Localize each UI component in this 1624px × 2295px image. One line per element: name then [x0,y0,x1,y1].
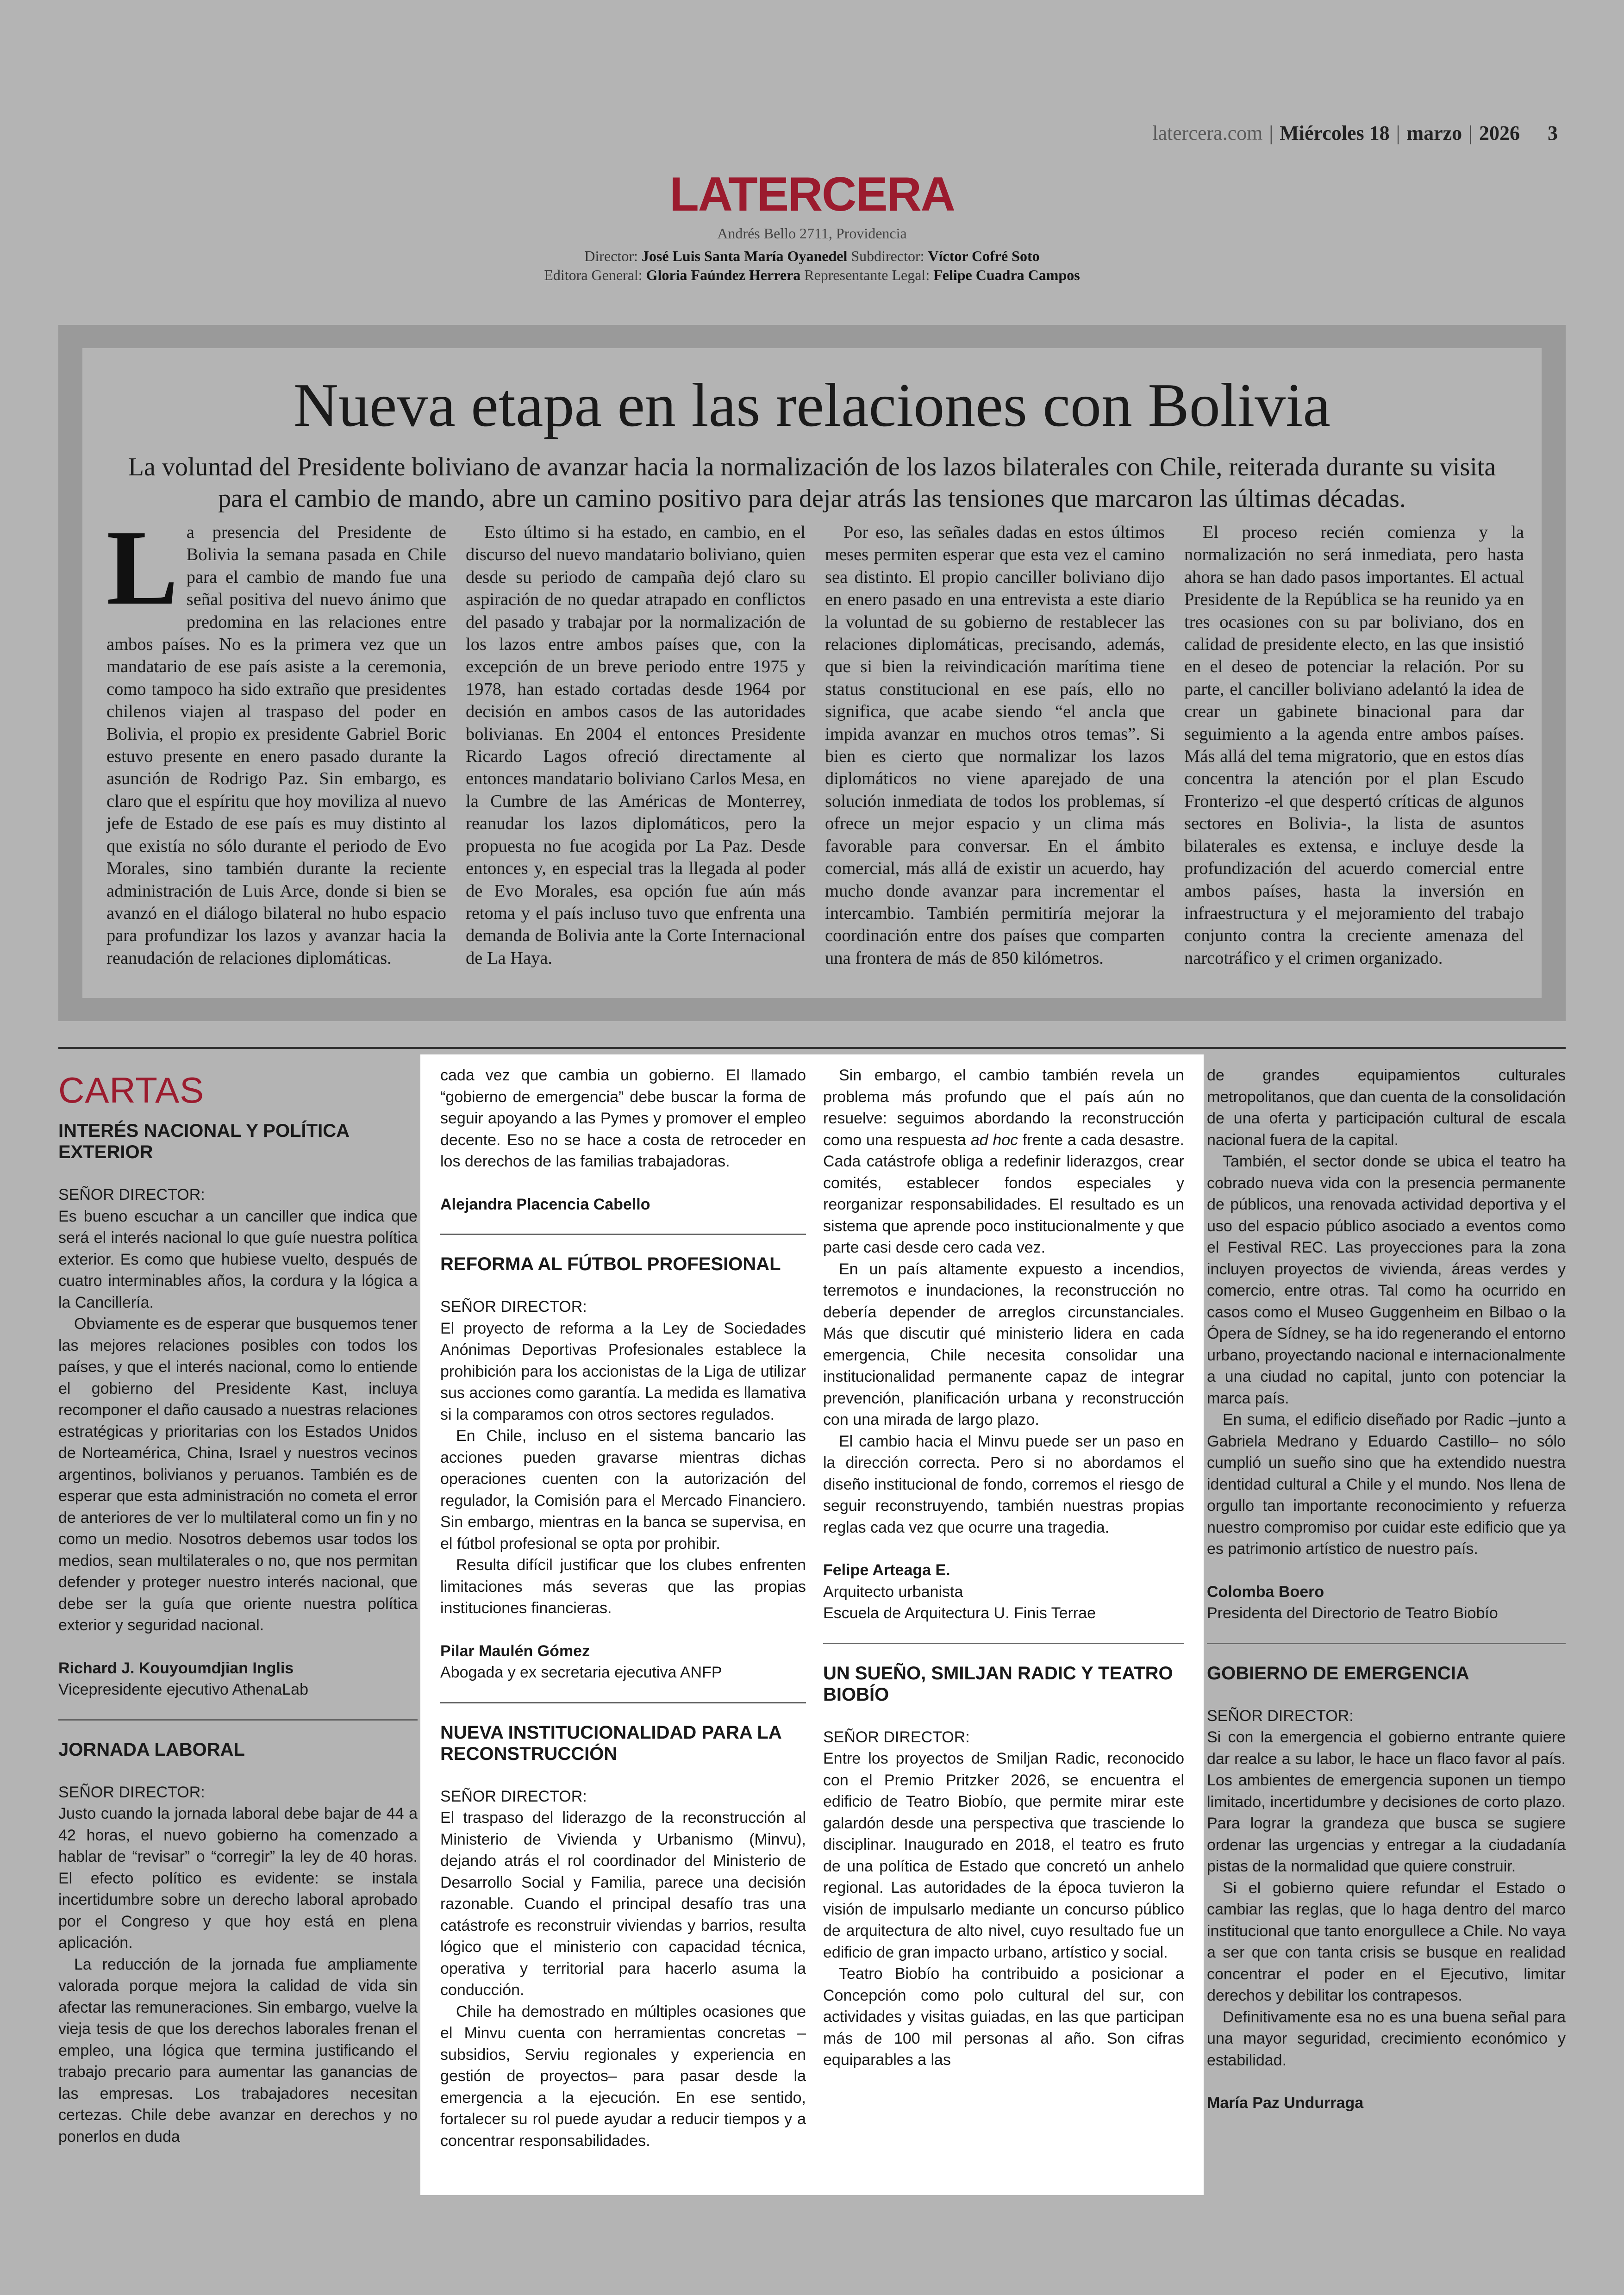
letter-divider [1207,1643,1566,1644]
letter-paragraph: En suma, el edificio diseñado por Radic –junto a Gabriela Medrano y Eduardo Castillo– no sólo cumplió un sueño sino que ha extendido nuestra identidad cultural a Chile y el mundo. Nos llena de orgullo tan importante reconocimiento y refuerza nuestro compromiso por cuidar este edificio que ya es patrimonio artístico de nuestro país. [1207,1411,1566,1558]
letter-paragraph: El traspaso del liderazgo de la reconstrucción al Ministerio de Vivienda y Urbanismo (Minvu), dejando atrás el rol coordinador del Ministerio de Desarrollo Social y Familia, parece una decisión razonable. Cuando el principal desafío tras una catástrofe es reconstruir viviendas y barrios, resulta lógico que el ministerio con capacidad técnica, operativa y territorial para hacerlo asuma la conducción. [440,1809,806,1999]
letter-signature: Alejandra Placencia Cabello [440,1195,650,1213]
folio-month: marzo [1406,122,1462,144]
letter-title: UN SUEÑO, SMILJAN RADIC Y TEATRO BIOBÍO [823,1663,1173,1705]
folio-year: 2026 [1479,122,1520,144]
masthead [0,167,1624,284]
letter-paragraph: Teatro Biobío ha contribuido a posicionar a Concepción como polo cultural del sur, con actividades y visitas guiadas, en las que participan más de 100 mil personas al año. Son cifras equiparables a las [823,1965,1184,2069]
letter-paragraph: Definitivamente esa no es una buena señal para una mayor seguridad, crecimiento económico y estabilidad. [1207,2008,1566,2069]
letters-section-title: CARTAS [58,1070,205,1110]
letter-paragraph: Entre los proyectos de Smiljan Radic, reconocido con el Premio Pritzker 2026, se encuentra el edificio de Teatro Biobío, que permite mirar este galardón desde una perspectiva que trasciende lo disciplinar. Inaugurado en 2018, el teatro es fruto de una política de Estado que concretó un anhelo regional. Las autoridades de la época tuvieron la visión de impulsarlo mediante un concurso público de arquitectura de alto nivel, cuyo resultado fue un edificio de gran impacto urbano, artístico y social. [823,1750,1184,1961]
letter-title: GOBIERNO DE EMERGENCIA [1207,1663,1469,1684]
letters-column-3 [823,1065,1184,2071]
letter-paragraph: cada vez que cambia un gobierno. El llamado “gobierno de emergencia” debe buscar la forma de seguir apoyando a las Pymes y promover el empleo decente. Eso no se hace a costa de retroceder en los derechos de las familias trabajadoras. [440,1066,806,1170]
letter-title: REFORMA AL FÚTBOL PROFESIONAL [440,1254,781,1274]
letter-divider [58,1719,418,1721]
letter-paragraph: Resulta difícil justificar que los clubes enfrenten limitaciones más severas que las propias instituciones financieras. [440,1556,806,1617]
folio-day: Miércoles 18 [1280,122,1390,144]
masthead-editors: Editora General: Gloria Faúndez Herrera Representante Legal: Felipe Cuadra Campos [544,267,1080,283]
letter-paragraph: En Chile, incluso en el sistema bancario las acciones pueden gravarse mientras dichas operaciones cuenten con la autorización del regulador, la Comisión para el Mercado Financiero. Sin embargo, mientras en la banca se supervisa, en el fútbol profesional se opta por prohibir. [440,1427,806,1553]
letter-title: JORNADA LABORAL [58,1739,245,1760]
dropcap: L [106,508,178,627]
masthead-address: Andrés Bello 2711, Providencia [717,225,907,242]
letter-signer-role: Arquitecto urbanista [823,1583,963,1601]
letter-paragraph: Es bueno escuchar a un canciller que indica que será el interés nacional lo que guíe nuestra política exterior. Es como que hubiese vuelto, después de cuatro interminables años, la cordura y la lógica a la Cancillería. [58,1207,418,1311]
page-number: 3 [1548,122,1558,144]
letter-salutation: SEÑOR DIRECTOR: [823,1728,970,1746]
letter-salutation: SEÑOR DIRECTOR: [440,1787,587,1805]
letter-salutation: SEÑOR DIRECTOR: [1207,1707,1354,1725]
editorial-lead: La voluntad del Presidente boliviano de avanzar hacia la normalización de los lazos bilaterales con Chile, reiterada durante su visita para el cambio de mando, abre un camino positivo para dejar atrás las tensiones que marcaron las últimas décadas. [128,453,1496,513]
letter-signature: Colomba Boero [1207,1583,1324,1601]
letter-signer-role: Abogada y ex secretaria ejecutiva ANFP [440,1664,722,1681]
letter-paragraph: Chile ha demostrado en múltiples ocasiones que el Minvu cuenta con herramientas concretas –subsidios, Serviu regionales y experiencia en gestión de proyectos– para pasar desde la emergencia a la ejecución. En ese sentido, fortalecer su rol puede ayudar a reducir tiempos y a concentrar responsabilidades. [440,2002,806,2150]
letter-signer-role: Presidenta del Directorio de Teatro Biobío [1207,1604,1498,1622]
letters-column-4 [1207,1065,1566,2114]
editorial-column-1: La presencia del Presidente de Bolivia la semana pasada en Chile para el cambio de mando fue una señal positiva del nuevo ánimo que predomina en las relaciones entre ambos países. No es la primera vez que un mandatario de ese país asiste a la ceremonia, como tampoco ha sido extraño que presidentes chilenos viajen al traspaso del poder en Bolivia, el propio ex presidente Gabriel Boric estuvo presente en enero pasado durante la asunción de Rodrigo Paz. Sin embargo, es claro que el espíritu que hoy moviliza al nuevo jefe de Estado de ese país es muy distinto al que existía no sólo durante el periodo de Evo Morales, sino también durante la reciente administración de Luis Arce, donde si bien se avanzó en el diálogo bilateral no hubo espacio para profundizar los lazos y avanzar hacia la reanudación de relaciones diplomáticas. [106,508,446,968]
letter-paragraph: El proyecto de reforma a la Ley de Sociedades Anónimas Deportivas Profesionales establece la prohibición para los accionistas de la Liga de utilizar sus acciones como garantía. La medida es llamativa si la comparamos con otros sectores regulados. [440,1319,806,1423]
editorial-column-2: Esto último si ha estado, en cambio, en el discurso del nuevo mandatario boliviano, quien desde su periodo de campaña dejó claro su aspiración de no quedar atrapado en conflictos del pasado y trabajar por la normalización de los lazos entre ambos países que, con la excepción de un breve periodo entre 1975 y 1978, han estado cortadas desde 1964 por decisión en ambos casos de las autoridades bolivianas. En 2004 el entonces Presidente Ricardo Lagos ofreció directamente al entonces mandatario boliviano Carlos Mesa, en la Cumbre de las Américas de Monterrey, reanudar los lazos diplomáticos, pero la propuesta no fue acogida por La Paz. Desde entonces y, en especial tras la llegada al poder de Evo Morales, esa opción fue aún más retoma y el país incluso tuvo que enfrenta una demanda de Bolivia ante la Corte Internacional de La Haya. [466,523,806,968]
letter-paragraph: Si el gobierno quiere refundar el Estado o cambiar las reglas, que lo haga dentro del marco institucional que tanto enorgullece a Chile. No vaya a ser que con tanta crisis se busque en realidad concentrar el poder en el Ejecutivo, limitar derechos y debilitar los contrapesos. [1207,1879,1566,2004]
editorial-column-4: El proceso recién comienza y la normalización no será inmediata, pero hasta ahora se han dado pasos importantes. El actual Presidente de la República se ha reunido ya en tres ocasiones con su par boliviano, dos en calidad de presidente electo, en las que insistió en el deseo de potenciar la relación. Por su parte, el canciller boliviano adelantó la idea de crear un gabinete binacional para dar seguimiento a la agenda entre ambos países. Más allá del tema migratorio, que en estos días concentra la atención por el plan Escudo Fronterizo -el que despertó críticas de algunos sectores en Bolivia-, la lista de asuntos bilaterales es extensa, e incluye desde la profundización del acuerdo comercial entre ambos países, hasta la inversión en infraestructura y el mejoramiento del trabajo conjunto contra la creciente amenaza del narcotráfico y el crimen organizado. [1184,523,1524,968]
letter-salutation: SEÑOR DIRECTOR: [58,1186,205,1204]
letter-signer-affiliation: Escuela de Arquitectura U. Finis Terrae [823,1604,1096,1622]
letter-salutation: SEÑOR DIRECTOR: [58,1783,205,1801]
letter-paragraph: También, el sector donde se ubica el teatro ha cobrado nueva vida con la presencia permanente de públicos, una renovada actividad deportiva y el uso del espacio público asociado a eventos como el Festival REC. Las proyecciones para la zona incluyen proyectos de vivienda, áreas verdes y comercio, entre otras. Tal como ha ocurrido en casos como el Museo Guggenheim en Bilbao o la Ópera de Sídney, se ha ido regenerando el entorno urbano, proyectando nacional e internacionalmente a una ciudad no capital, junto con potenciar la marca país. [1207,1153,1566,1407]
letter-divider [440,1702,806,1703]
page-folio: latercera.com | Miércoles 18 | marzo | 2026 3 [1152,122,1558,144]
newspaper-logo: LATERCERA [669,168,955,221]
letter-paragraph: La reducción de la jornada fue ampliamente valorada porque mejora la calidad de vida sin afectar las remuneraciones. Sin embargo, vuelve la vieja tesis de que los derechos laborales frenan el empleo, una lógica que termina justificando el trabajo precario para aumentar las ganancias de las empresas. Los trabajadores necesitan certezas. Chile debe avanzar en derechos y no ponerlos en duda [58,1955,418,2145]
letter-paragraph: El cambio hacia el Minvu puede ser un paso en la dirección correcta. Pero si no abordamos el diseño institucional de fondo, corremos el riesgo de seguir reconstruyendo, también nuestras propias reglas cada vez que ocurre una tragedia. [823,1432,1184,1536]
letters-column-1 [58,1120,418,2147]
letter-divider [440,1234,806,1235]
letter-paragraph: En un país altamente expuesto a incendios, terremotos e inundaciones, la reconstrucción no debería depender de arreglos circunstanciales. Más que discutir qué ministerio lidera en cada emergencia, Chile necesita consolidar una institucionalidad permanente capaz de integrar prevención, planificación urbana y reconstrucción con una mirada de largo plazo. [823,1260,1184,1428]
letters-column-2 [440,1065,806,2152]
letter-paragraph: Obviamente es de esperar que busquemos tener las mejores relaciones posibles con todos los países, y que el interés nacional, como lo entiende el gobierno del Presidente Kast, incluya recomponer el daño causado a nuestras relaciones estratégicas y prioritarias con los Estados Unidos de Norteamérica, China, Israel y nuestros vecinos argentinos, bolivianos y peruanos. También es de esperar que esta administración no cometa el error de anteriores de ver lo multilateral como un fin y no como un medio. Nosotros debemos usar todos los medios, sean multilaterales o no, que nos permitan defender y proteger nuestro interés nacional, que debe ser la guía que oriente nuestra política exterior y seguridad nacional. [58,1315,418,1634]
letter-signer-role: Vicepresidente ejecutivo AthenaLab [58,1681,308,1698]
letter-paragraph: Sin embargo, el cambio también revela un problema más profundo que el país aún no resuelve: seguimos abordando la reconstrucción como una respuesta ad hoc frente a cada desastre. Cada catástrofe obliga a redefinir liderazgos, crear comités, establecer fondos especiales y reorganizar responsabilidades. El resultado es un sistema que aprende poco institucionalmente y que parte casi desde cero cada vez. [823,1066,1184,1256]
letter-signature: Pilar Maulén Gómez [440,1642,590,1660]
letter-title: INTERÉS NACIONAL Y POLÍTICA EXTERIOR [58,1121,349,1162]
letter-paragraph: Si con la emergencia el gobierno entrante quiere dar realce a su labor, le hace un flaco favor al país. Los ambientes de emergencia suponen un tiempo limitado, incertidumbre y decisiones de corto plazo. Para lograr la grandeza que busca se sugiere ordenar las urgencias y entregar a la ciudadanía pistas de la normalidad que quiere construir. [1207,1728,1566,1875]
site-url[interactable]: latercera.com [1152,122,1263,144]
letter-title: NUEVA INSTITUCIONALIDAD PARA LA RECONSTRUCCIÓN [440,1722,781,1764]
letter-divider [823,1643,1184,1644]
editorial-column-3: Por eso, las señales dadas en estos últimos meses permiten esperar que esta vez el camino sea distinto. El propio canciller boliviano dijo en enero pasado en una entrevista a este diario la voluntad de su gobierno de restablecer las relaciones diplomáticas, precisando, además, que si bien la reivindicación marítima tiene status constitucional en ese país, ello no significa, que acabe siendo “el ancla que impida avanzar en muchos otros temas”. Si bien es cierto que normalizar los lazos diplomáticos no viene aparejado de una solución inmediata de todos los problemas, sí ofrece un mejor espacio y un clima más favorable para conversar. En el ámbito comercial, más allá de existir un acuerdo, hay mucho donde avanzar para incrementar el intercambio. También permitiría mejorar la coordinación entre dos países que comparten una frontera de más de 850 kilómetros. [825,523,1165,968]
letter-paragraph: de grandes equipamientos culturales metropolitanos, que dan cuenta de la consolidación de una oferta y participación cultural de escala nacional fuera de la capital. [1207,1066,1566,1149]
letter-signature: Felipe Arteaga E. [823,1561,950,1579]
masthead-directors: Director: José Luis Santa María Oyanedel Subdirector: Víctor Cofré Soto [584,248,1040,264]
letter-salutation: SEÑOR DIRECTOR: [440,1298,587,1316]
letter-signature: Richard J. Kouyoumdjian Inglis [58,1659,294,1677]
letter-paragraph: Justo cuando la jornada laboral debe bajar de 44 a 42 horas, el nuevo gobierno ha comenzado a hablar de “revisar” o “corregir” la ley de 40 horas. El efecto político es evidente: se instala incertidumbre sobre un derecho laboral aprobado por el Congreso y que hoy está en plena aplicación. [58,1805,418,1952]
editorial-title: Nueva etapa en las relaciones con Bolivia [294,371,1330,439]
section-divider [58,1047,1566,1049]
letter-signature: María Paz Undurraga [1207,2094,1364,2112]
